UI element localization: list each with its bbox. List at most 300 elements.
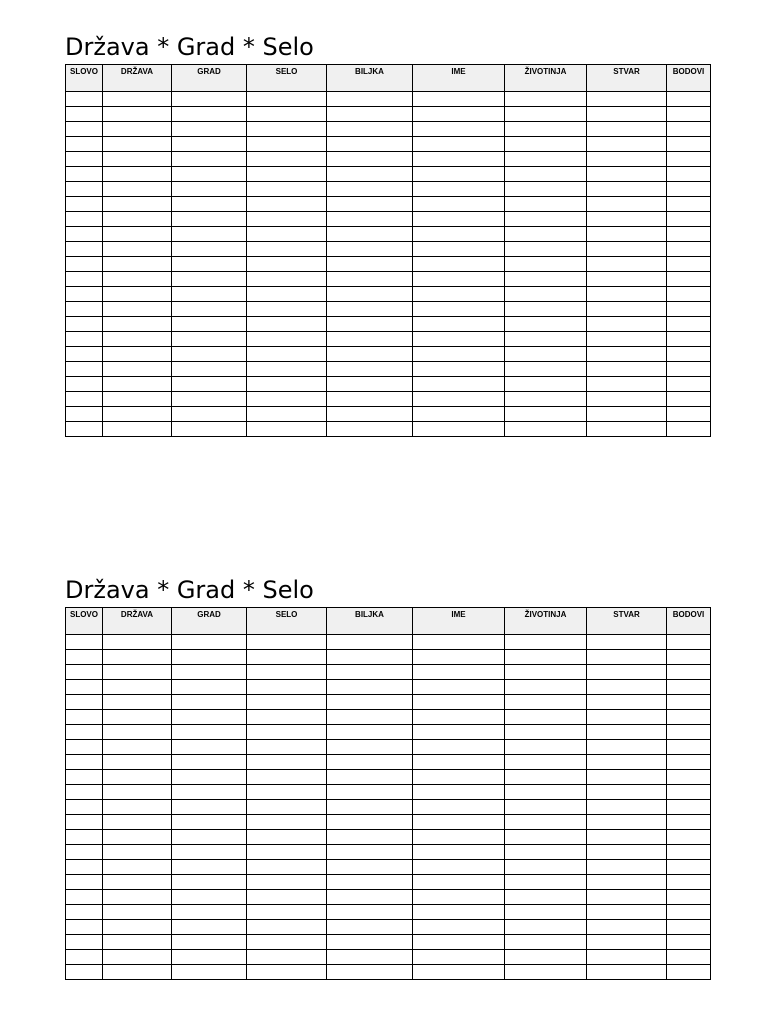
- table-row: [66, 950, 711, 965]
- table-cell: [103, 710, 172, 725]
- table-row: [66, 755, 711, 770]
- table-cell: [587, 650, 667, 665]
- table-cell: [667, 770, 711, 785]
- table-cell: [172, 152, 247, 167]
- table-cell: [66, 317, 103, 332]
- table-cell: [327, 362, 413, 377]
- table-row: [66, 107, 711, 122]
- table-cell: [66, 362, 103, 377]
- table-cell: [327, 287, 413, 302]
- table-cell: [66, 710, 103, 725]
- table-cell: [667, 680, 711, 695]
- table-row: [66, 800, 711, 815]
- table-cell: [505, 635, 587, 650]
- table-cell: [172, 167, 247, 182]
- table-cell: [103, 362, 172, 377]
- table-cell: [103, 407, 172, 422]
- table-cell: [103, 107, 172, 122]
- table-cell: [103, 332, 172, 347]
- table-cell: [587, 860, 667, 875]
- table-cell: [667, 392, 711, 407]
- table-cell: [66, 137, 103, 152]
- table-cell: [66, 332, 103, 347]
- table-cell: [667, 755, 711, 770]
- table-cell: [505, 695, 587, 710]
- table-cell: [172, 227, 247, 242]
- table-cell: [247, 152, 327, 167]
- table-cell: [247, 920, 327, 935]
- table-cell: [587, 680, 667, 695]
- table-cell: [103, 800, 172, 815]
- table-cell: [327, 890, 413, 905]
- table-cell: [413, 227, 505, 242]
- table-row: [66, 935, 711, 950]
- table-row: [66, 302, 711, 317]
- table-cell: [505, 152, 587, 167]
- table-cell: [103, 92, 172, 107]
- table-cell: [66, 845, 103, 860]
- table-cell: [505, 770, 587, 785]
- table-cell: [247, 362, 327, 377]
- table-row: [66, 830, 711, 845]
- table-cell: [667, 860, 711, 875]
- table-cell: [247, 332, 327, 347]
- table-cell: [247, 272, 327, 287]
- table-row: [66, 347, 711, 362]
- table-cell: [587, 830, 667, 845]
- table-cell: [172, 665, 247, 680]
- table-cell: [172, 407, 247, 422]
- table-cell: [667, 815, 711, 830]
- table-cell: [505, 800, 587, 815]
- table-row: [66, 137, 711, 152]
- table-cell: [327, 650, 413, 665]
- table-cell: [247, 422, 327, 437]
- sheet-title: Država * Grad * Selo: [65, 576, 314, 604]
- column-header-drzava: DRŽAVA: [103, 608, 172, 635]
- table-cell: [247, 317, 327, 332]
- table-cell: [413, 650, 505, 665]
- table-cell: [505, 92, 587, 107]
- table-cell: [66, 152, 103, 167]
- table-row: [66, 710, 711, 725]
- table-cell: [505, 680, 587, 695]
- table-cell: [247, 890, 327, 905]
- table-cell: [413, 950, 505, 965]
- table-cell: [103, 635, 172, 650]
- table-cell: [103, 287, 172, 302]
- table-cell: [103, 152, 172, 167]
- table-cell: [172, 785, 247, 800]
- table-cell: [413, 137, 505, 152]
- table-cell: [103, 242, 172, 257]
- table-cell: [66, 665, 103, 680]
- table-cell: [667, 725, 711, 740]
- table-cell: [66, 770, 103, 785]
- table-cell: [172, 212, 247, 227]
- table-cell: [247, 407, 327, 422]
- table-cell: [505, 137, 587, 152]
- table-cell: [413, 875, 505, 890]
- table-cell: [247, 212, 327, 227]
- table-cell: [172, 347, 247, 362]
- table-cell: [172, 317, 247, 332]
- table-cell: [103, 950, 172, 965]
- table-cell: [667, 137, 711, 152]
- column-header-grad: GRAD: [172, 608, 247, 635]
- table-cell: [103, 890, 172, 905]
- table-cell: [587, 635, 667, 650]
- table-cell: [505, 122, 587, 137]
- table-cell: [667, 257, 711, 272]
- table-cell: [587, 212, 667, 227]
- table-cell: [587, 935, 667, 950]
- table-cell: [667, 965, 711, 980]
- table-cell: [247, 392, 327, 407]
- table-cell: [66, 950, 103, 965]
- column-header-grad: GRAD: [172, 65, 247, 92]
- table-cell: [247, 680, 327, 695]
- table-cell: [327, 800, 413, 815]
- table-cell: [667, 242, 711, 257]
- table-cell: [327, 242, 413, 257]
- table-cell: [413, 377, 505, 392]
- table-cell: [172, 362, 247, 377]
- table-cell: [66, 890, 103, 905]
- table-cell: [413, 725, 505, 740]
- table-cell: [505, 905, 587, 920]
- table-row: [66, 905, 711, 920]
- table-cell: [587, 377, 667, 392]
- table-row: [66, 197, 711, 212]
- table-cell: [172, 830, 247, 845]
- table-cell: [327, 407, 413, 422]
- table-cell: [505, 272, 587, 287]
- table-cell: [327, 197, 413, 212]
- table-cell: [327, 635, 413, 650]
- table-row: [66, 272, 711, 287]
- table-row: [66, 212, 711, 227]
- score-sheet-1: [65, 32, 710, 437]
- table-cell: [505, 107, 587, 122]
- table-row: [66, 152, 711, 167]
- table-cell: [587, 302, 667, 317]
- table-cell: [587, 785, 667, 800]
- table-cell: [247, 710, 327, 725]
- table-row: [66, 875, 711, 890]
- table-cell: [172, 860, 247, 875]
- table-cell: [587, 695, 667, 710]
- table-cell: [667, 377, 711, 392]
- table-cell: [667, 317, 711, 332]
- table-cell: [667, 332, 711, 347]
- table-cell: [587, 137, 667, 152]
- table-cell: [505, 950, 587, 965]
- table-cell: [66, 107, 103, 122]
- table-cell: [172, 890, 247, 905]
- table-row: [66, 257, 711, 272]
- table-cell: [587, 122, 667, 137]
- table-cell: [413, 302, 505, 317]
- table-cell: [247, 302, 327, 317]
- table-cell: [505, 422, 587, 437]
- column-header-zivotinja: ŽIVOTINJA: [505, 608, 587, 635]
- column-header-ime: IME: [413, 65, 505, 92]
- table-row: [66, 242, 711, 257]
- table-cell: [505, 227, 587, 242]
- table-cell: [505, 242, 587, 257]
- table-cell: [505, 317, 587, 332]
- table-cell: [667, 785, 711, 800]
- table-cell: [103, 197, 172, 212]
- table-cell: [327, 680, 413, 695]
- table-cell: [103, 422, 172, 437]
- table-row: [66, 785, 711, 800]
- table-cell: [172, 302, 247, 317]
- table-cell: [587, 815, 667, 830]
- table-cell: [327, 905, 413, 920]
- table-cell: [247, 755, 327, 770]
- table-cell: [587, 242, 667, 257]
- table-body: [66, 635, 711, 980]
- table-cell: [103, 680, 172, 695]
- table-cell: [103, 920, 172, 935]
- table-cell: [103, 137, 172, 152]
- column-header-selo: SELO: [247, 608, 327, 635]
- table-row: [66, 635, 711, 650]
- table-cell: [587, 710, 667, 725]
- table-cell: [103, 860, 172, 875]
- table-cell: [66, 785, 103, 800]
- table-row: [66, 920, 711, 935]
- table-cell: [172, 377, 247, 392]
- table-row: [66, 695, 711, 710]
- table-cell: [172, 905, 247, 920]
- table-cell: [505, 362, 587, 377]
- table-cell: [103, 122, 172, 137]
- table-cell: [247, 137, 327, 152]
- table-cell: [172, 650, 247, 665]
- table-cell: [66, 755, 103, 770]
- table-cell: [327, 317, 413, 332]
- table-cell: [247, 257, 327, 272]
- table-cell: [66, 725, 103, 740]
- table-cell: [66, 800, 103, 815]
- table-cell: [667, 152, 711, 167]
- table-cell: [172, 875, 247, 890]
- table-cell: [413, 635, 505, 650]
- table-row: [66, 815, 711, 830]
- table-cell: [587, 950, 667, 965]
- table-cell: [103, 227, 172, 242]
- table-row: [66, 92, 711, 107]
- table-cell: [66, 815, 103, 830]
- table-cell: [587, 920, 667, 935]
- table-cell: [66, 287, 103, 302]
- table-cell: [667, 167, 711, 182]
- table-cell: [66, 875, 103, 890]
- table-cell: [103, 725, 172, 740]
- table-cell: [327, 740, 413, 755]
- table-row: [66, 332, 711, 347]
- table-cell: [66, 680, 103, 695]
- table-cell: [667, 227, 711, 242]
- table-cell: [667, 875, 711, 890]
- table-cell: [327, 830, 413, 845]
- table-row: [66, 770, 711, 785]
- table-cell: [505, 377, 587, 392]
- table-cell: [103, 965, 172, 980]
- column-header-slovo: SLOVO: [66, 608, 103, 635]
- table-cell: [103, 785, 172, 800]
- table-cell: [327, 725, 413, 740]
- table-cell: [587, 92, 667, 107]
- table-cell: [103, 830, 172, 845]
- table-cell: [103, 875, 172, 890]
- score-table: [65, 64, 711, 437]
- table-cell: [103, 845, 172, 860]
- table-cell: [103, 392, 172, 407]
- table-cell: [505, 182, 587, 197]
- table-cell: [667, 935, 711, 950]
- table-cell: [103, 257, 172, 272]
- table-cell: [667, 212, 711, 227]
- table-cell: [413, 740, 505, 755]
- table-cell: [172, 137, 247, 152]
- table-cell: [505, 212, 587, 227]
- table-cell: [327, 665, 413, 680]
- table-cell: [587, 272, 667, 287]
- table-cell: [172, 107, 247, 122]
- table-cell: [66, 635, 103, 650]
- table-cell: [172, 182, 247, 197]
- table-cell: [587, 167, 667, 182]
- table-cell: [247, 347, 327, 362]
- table-cell: [66, 830, 103, 845]
- table-cell: [172, 272, 247, 287]
- table-cell: [505, 935, 587, 950]
- table-cell: [327, 875, 413, 890]
- table-cell: [667, 665, 711, 680]
- table-cell: [66, 257, 103, 272]
- table-cell: [413, 845, 505, 860]
- table-row: [66, 392, 711, 407]
- table-cell: [66, 92, 103, 107]
- table-cell: [103, 815, 172, 830]
- table-row: [66, 182, 711, 197]
- table-cell: [667, 422, 711, 437]
- table-cell: [587, 905, 667, 920]
- table-cell: [587, 257, 667, 272]
- table-cell: [505, 965, 587, 980]
- table-cell: [327, 332, 413, 347]
- column-header-stvar: STVAR: [587, 65, 667, 92]
- table-cell: [103, 935, 172, 950]
- table-cell: [247, 935, 327, 950]
- table-cell: [413, 392, 505, 407]
- table-cell: [413, 785, 505, 800]
- table-cell: [587, 875, 667, 890]
- table-cell: [413, 890, 505, 905]
- table-cell: [103, 182, 172, 197]
- table-cell: [247, 107, 327, 122]
- score-table: [65, 607, 711, 980]
- table-row: [66, 167, 711, 182]
- table-cell: [327, 122, 413, 137]
- table-cell: [327, 770, 413, 785]
- table-cell: [327, 152, 413, 167]
- table-row: [66, 317, 711, 332]
- table-cell: [505, 725, 587, 740]
- table-cell: [327, 965, 413, 980]
- table-cell: [66, 905, 103, 920]
- table-cell: [413, 422, 505, 437]
- table-cell: [587, 197, 667, 212]
- table-cell: [66, 422, 103, 437]
- table-cell: [66, 227, 103, 242]
- column-header-drzava: DRŽAVA: [103, 65, 172, 92]
- table-cell: [505, 830, 587, 845]
- table-cell: [413, 92, 505, 107]
- table-cell: [247, 650, 327, 665]
- table-cell: [103, 695, 172, 710]
- table-cell: [103, 905, 172, 920]
- table-row: [66, 860, 711, 875]
- table-cell: [66, 377, 103, 392]
- table-cell: [667, 122, 711, 137]
- table-cell: [66, 242, 103, 257]
- table-row: [66, 725, 711, 740]
- table-cell: [505, 710, 587, 725]
- table-row: [66, 845, 711, 860]
- table-cell: [103, 377, 172, 392]
- column-header-biljka: BILJKA: [327, 65, 413, 92]
- table-row: [66, 227, 711, 242]
- table-cell: [327, 212, 413, 227]
- table-cell: [413, 257, 505, 272]
- table-cell: [103, 665, 172, 680]
- table-cell: [413, 770, 505, 785]
- table-cell: [327, 935, 413, 950]
- table-cell: [172, 197, 247, 212]
- table-cell: [103, 167, 172, 182]
- table-cell: [667, 272, 711, 287]
- table-cell: [413, 272, 505, 287]
- table-cell: [327, 755, 413, 770]
- table-cell: [505, 332, 587, 347]
- table-cell: [413, 815, 505, 830]
- table-cell: [66, 392, 103, 407]
- table-body: [66, 92, 711, 437]
- table-cell: [66, 650, 103, 665]
- table-cell: [587, 725, 667, 740]
- table-cell: [505, 407, 587, 422]
- table-cell: [247, 242, 327, 257]
- table-row: [66, 422, 711, 437]
- table-cell: [413, 152, 505, 167]
- table-cell: [505, 287, 587, 302]
- table-cell: [327, 377, 413, 392]
- table-cell: [587, 227, 667, 242]
- table-cell: [247, 740, 327, 755]
- table-cell: [587, 152, 667, 167]
- table-cell: [413, 905, 505, 920]
- table-cell: [413, 212, 505, 227]
- table-cell: [172, 935, 247, 950]
- table-cell: [505, 860, 587, 875]
- table-cell: [505, 257, 587, 272]
- table-cell: [172, 242, 247, 257]
